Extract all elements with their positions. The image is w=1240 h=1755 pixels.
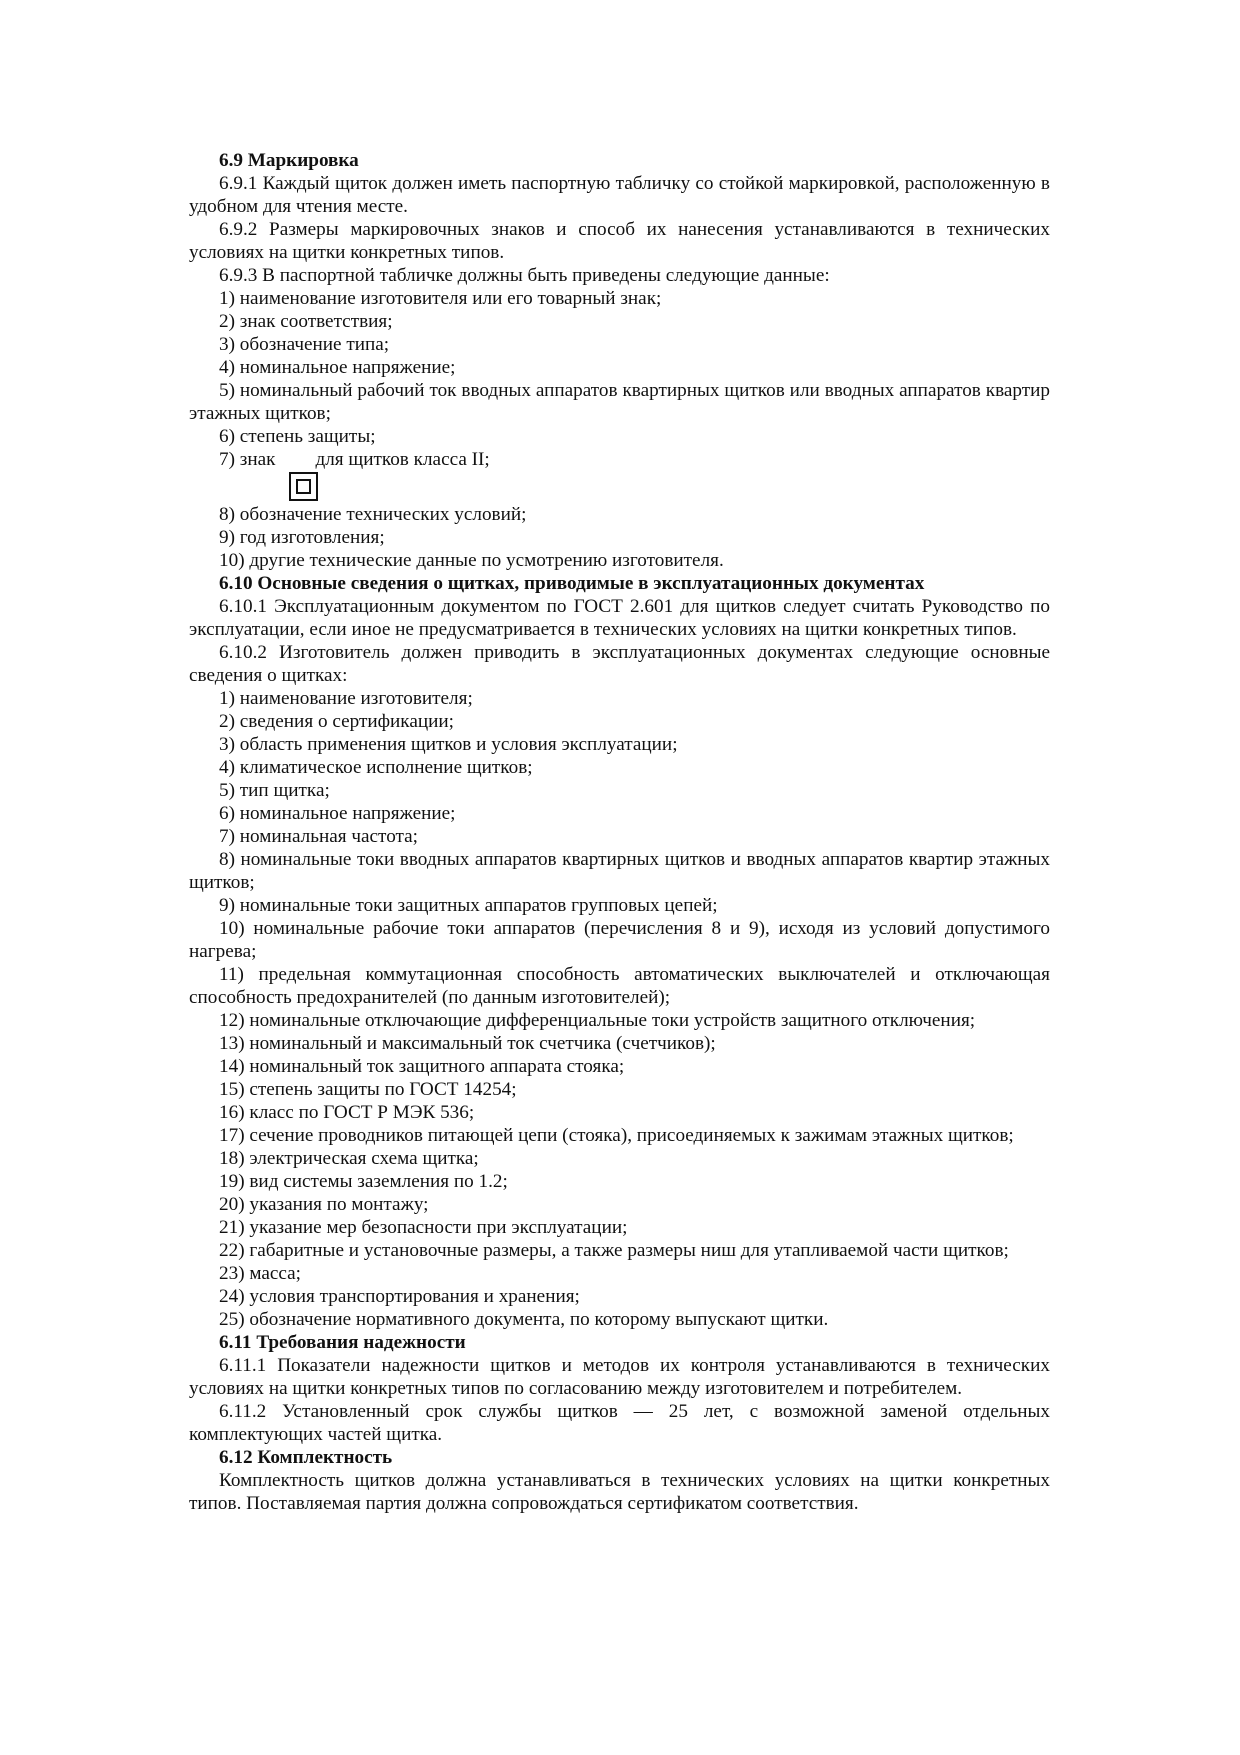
list-item: 4) климатическое исполнение щитков; <box>219 757 533 778</box>
list-item: 3) обозначение типа; <box>219 334 390 355</box>
list-item-text: 7) знак <box>219 449 276 470</box>
list-item: 12) номинальные отключающие дифференциальные токи устройств защитного отключения; <box>219 1010 976 1031</box>
list-item: 5) тип щитка; <box>219 780 330 801</box>
paragraph: 6.9.3 В паспортной табличке должны быть приведены следующие данные: <box>219 265 830 286</box>
list-item: 11) предельная коммутационная способность автоматических выключателей и отключающая способность предохранителей (по данным изготовителей); <box>189 964 1050 1008</box>
paragraph: 6.10.2 Изготовитель должен приводить в эксплуатационных документах следующие основные сведения о щитках: <box>189 642 1050 686</box>
list-item: 2) знак соответствия; <box>219 311 393 332</box>
list-item: 17) сечение проводников питающей цепи (стояка), присоединяемых к зажимам этажных щитков; <box>219 1125 1014 1146</box>
double-square-icon <box>289 472 318 501</box>
list-item: 10) номинальные рабочие токи аппаратов (перечисления 8 и 9), исходя из условий допустимого нагрева; <box>189 918 1050 962</box>
list-item: 16) класс по ГОСТ Р МЭК 536; <box>219 1102 475 1123</box>
list-item: 18) электрическая схема щитка; <box>219 1148 479 1169</box>
section-heading: 6.9 Маркировка <box>219 150 359 171</box>
list-item: 6) номинальное напряжение; <box>219 803 456 824</box>
list-item: 9) номинальные токи защитных аппаратов групповых цепей; <box>219 895 718 916</box>
list-item: 23) масса; <box>219 1263 302 1284</box>
paragraph: Комплектность щитков должна устанавливаться в технических условиях на щитки конкретных типов. Поставляемая партия должна сопровождаться сертификатом соответствия. <box>189 1470 1050 1514</box>
list-item: 6) степень защиты; <box>219 426 376 447</box>
list-item: 24) условия транспортирования и хранения; <box>219 1286 580 1307</box>
paragraph: 6.9.1 Каждый щиток должен иметь паспортную табличку со стойкой маркировкой, расположенную в удобном для чтения месте. <box>189 173 1050 217</box>
paragraph: 6.11.1 Показатели надежности щитков и методов их контроля устанавливаются в технических условиях на щитки конкретных типов по согласованию между изготовителем и потребителем. <box>189 1355 1050 1399</box>
list-item: 21) указание мер безопасности при эксплуатации; <box>219 1217 628 1238</box>
paragraph: 6.10.1 Эксплуатационным документом по ГОСТ 2.601 для щитков следует считать Руководство по эксплуатации, если иное не предусматривается в технических условиях на щитки конкретных типов. <box>189 596 1050 640</box>
list-item: 20) указания по монтажу; <box>219 1194 429 1215</box>
section-heading: 6.10 Основные сведения о щитках, приводимые в эксплуатационных документах <box>219 573 925 594</box>
list-item: 14) номинальный ток защитного аппарата стояка; <box>219 1056 625 1077</box>
paragraph: 6.9.2 Размеры маркировочных знаков и способ их нанесения устанавливаются в технических условиях на щитки конкретных типов. <box>189 219 1050 263</box>
list-item-text: для щитков класса II; <box>315 449 490 470</box>
list-item: 15) степень защиты по ГОСТ 14254; <box>219 1079 517 1100</box>
list-item: 8) номинальные токи вводных аппаратов квартирных щитков и вводных аппаратов квартир этажных щитков; <box>189 849 1050 893</box>
list-item: 9) год изготовления; <box>219 527 385 548</box>
list-item: 22) габаритные и установочные размеры, а также размеры ниш для утапливаемой части щитков; <box>219 1240 1009 1261</box>
list-item: 2) сведения о сертификации; <box>219 711 454 732</box>
list-item: 13) номинальный и максимальный ток счетчика (счетчиков); <box>219 1033 716 1054</box>
list-item-sign <box>189 448 1050 471</box>
list-item: 3) область применения щитков и условия эксплуатации; <box>219 734 678 755</box>
list-item: 25) обозначение нормативного документа, по которому выпускают щитки. <box>219 1309 829 1330</box>
document-page <box>189 149 1050 1515</box>
list-item: 19) вид системы заземления по 1.2; <box>219 1171 508 1192</box>
list-item: 8) обозначение технических условий; <box>219 504 527 525</box>
list-item: 5) номинальный рабочий ток вводных аппаратов квартирных щитков или вводных аппаратов квартир этажных щитков; <box>189 380 1050 424</box>
list-item: 7) номинальная частота; <box>219 826 418 847</box>
section-heading: 6.11 Требования надежности <box>219 1332 466 1353</box>
paragraph: 6.11.2 Установленный срок службы щитков — 25 лет, с возможной заменой отдельных комплектующих частей щитка. <box>189 1401 1050 1445</box>
list-item: 1) наименование изготовителя; <box>219 688 473 709</box>
list-item: 1) наименование изготовителя или его товарный знак; <box>219 288 662 309</box>
section-heading: 6.12 Комплектность <box>219 1447 393 1468</box>
list-item: 10) другие технические данные по усмотрению изготовителя. <box>219 550 724 571</box>
list-item: 4) номинальное напряжение; <box>219 357 456 378</box>
